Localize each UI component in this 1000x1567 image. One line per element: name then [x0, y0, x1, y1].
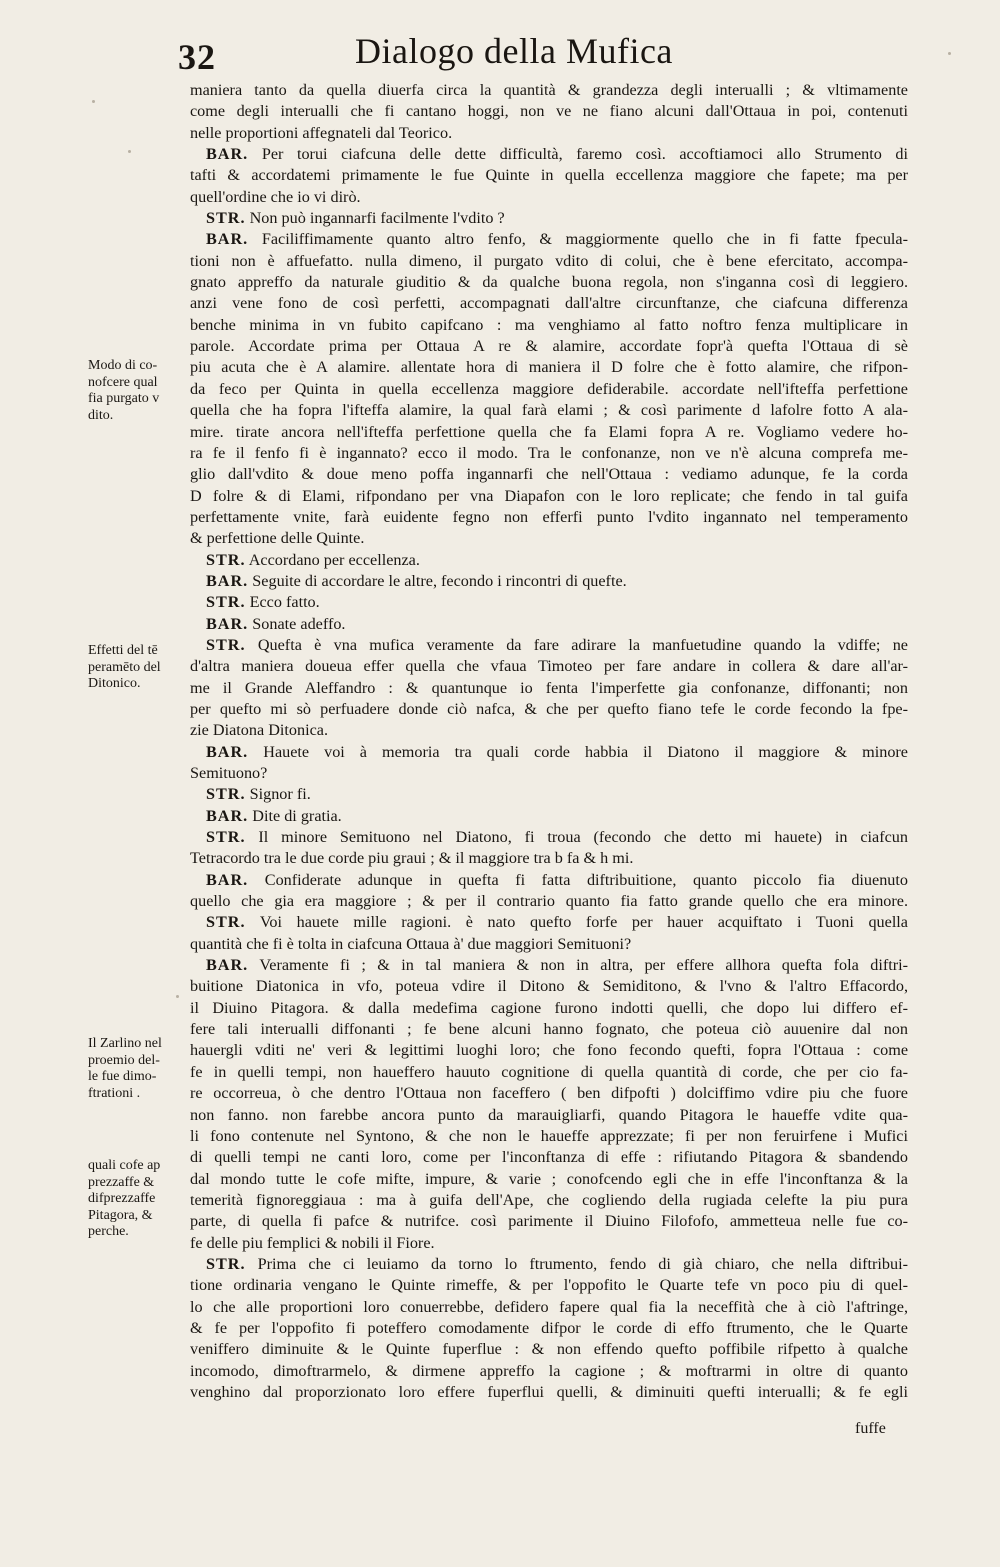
margin-note-line: Il Zarlino nel	[88, 1036, 162, 1051]
text-line: STR. Quefta è vna mufica veramente da fare adirare la manfuetudine quando la vdiffe; ne	[206, 635, 908, 654]
text-line: BAR. Sonate adeffo.	[206, 614, 346, 633]
margin-note-line: difprezzaffe	[88, 1191, 156, 1206]
margin-note-line: Pitagora, &	[88, 1207, 153, 1223]
speaker-label: STR.	[206, 209, 246, 228]
text-line: gnato appreffo da naturale giuditio & da qualche buona regola, non s'inganna così di leggiero.	[190, 273, 908, 292]
text-line: STR. Prima che ci leuiamo da torno lo ftrumento, fendo di già chiaro, che nella diftribui-	[206, 1254, 908, 1273]
margin-note-line: peramēto del	[88, 659, 161, 675]
text-line: STR. Signor fi.	[206, 785, 311, 804]
text-line: quantità che fi è tolta in ciafcuna Ottaua à' due maggiori Semituoni?	[190, 934, 632, 953]
text-line: BAR. Confiderate adunque in quefta fi fatta diftribuitione, quanto piccolo fia diuenuto	[206, 870, 908, 889]
text-line: buitione Diatonica in vfo, poteua vdire il Ditono & Semiditono, & l'vno & l'altro Effacordo,	[190, 977, 908, 996]
margin-note-temperamento	[88, 643, 188, 693]
text-line: lo che alle proportioni loro conuerrebbe, defidero fapere qual fia la neceffità che à ciò l'aftringe,	[190, 1297, 908, 1316]
text-line: & perfettione delle Quinte.	[190, 529, 365, 548]
text-line: STR. Non può ingannarfi facilmente l'vdito ?	[206, 209, 505, 228]
text-line: tione ordinaria vengano le Quinte rimeffe, & per l'oppofito le Quarte tefe vn poco piu di quel-	[190, 1276, 908, 1295]
page-number: 32	[178, 37, 216, 77]
speaker-label: STR.	[206, 1254, 246, 1273]
text-line: dal mondo tutte le cofe mifte, impure, & varie ; conofcendo egli che in effe l'inconftanza & la	[190, 1169, 908, 1188]
text-line: BAR. Per torui ciafcuna delle dette difficultà, faremo così. accoftiamoci allo Strumento di	[206, 145, 908, 164]
speaker-label: BAR.	[206, 956, 249, 975]
text-line: nelle proportioni affegnateli dal Teorico.	[190, 123, 453, 142]
margin-note-line: fia purgato v	[88, 391, 160, 406]
text-line: STR. Ecco fatto.	[206, 593, 320, 612]
text-line: non fanno. non farebbe ancora punto da marauigliarfi, quando Pitagora le haueffe vdite qua-	[190, 1105, 908, 1124]
body-text	[190, 80, 908, 1403]
text-line: fe in quelli tempi, non haueffero hauuto cognitione di quella quantità di corde, che per cio fa-	[190, 1062, 908, 1081]
speaker-label: BAR.	[206, 742, 249, 761]
text-line: D folre & di Elami, rifpondano per vna Diapafon con le loro replicate; che fendo in tal guifa	[190, 486, 908, 505]
margin-note-line: prezzaffe &	[88, 1174, 155, 1190]
text-line: BAR. Seguite di accordare le altre, fecondo i rincontri di quefte.	[206, 571, 627, 590]
text-line: temerità fignoreggiaua : ma à guifa dell'Ape, che cogliendo della rugiada celefte la piu pura	[190, 1190, 908, 1209]
text-line: maniera tanto da quella diuerfa circa la quantità & grandezza degli interualli ; & vltimamente	[190, 81, 908, 99]
text-line: & fe per l'oppofito fi poteffero comodamente difpor le corde di effo ftrumento, che le Quarte	[190, 1318, 908, 1337]
text-line: fere tali interualli diffonanti ; fe bene alcuni hanno fognato, che poteua ciò auuenire dal non	[190, 1020, 908, 1039]
text-line: BAR. Veramente fi ; & in tal maniera & non in altra, per effere allhora quefta fola diftri-	[206, 956, 908, 975]
speaker-label: STR.	[206, 913, 246, 932]
speaker-label: BAR.	[206, 230, 249, 249]
paper-speck	[176, 995, 179, 998]
text-line: tafti & accordatemi primamente le fue Quinte in quella eccellenza maggiore che fapete; ma per	[190, 166, 908, 185]
text-line: perfettamente vnite, farà euidente fegno non efferfi punto l'vdito ingannato nel temperamento	[190, 507, 908, 526]
text-line: Semituono?	[190, 764, 268, 782]
text-line: mire. tirate ancora nell'ifteffa perfettione quella che fa Elami fopra A re. Vogliamo vedere ho-	[190, 422, 908, 441]
text-line: venghino dal proporzionato loro effere fuperflui quelli, & diminuiti quefti interualli; & fe egli	[190, 1382, 908, 1401]
text-line: da feco per Quinta in quella eccellenza maggiore defiderabile. accordate nell'ifteffa perfettione	[190, 379, 908, 398]
speaker-label: STR.	[206, 785, 246, 804]
text-line: zie Diatona Ditonica.	[190, 721, 328, 740]
text-line: anzi vene fono de così perfetti, accompagnati dall'altre circunftanze, che ciafcuna differenza	[190, 294, 908, 313]
text-line: fe delle piu femplici & nobili il Fiore.	[190, 1233, 435, 1252]
text-line: il Diuino Pitagora. & dalla medefima cagione furono indotti quelli, che dopo lui differo ef-	[190, 998, 908, 1017]
text-line: piu acuta che è A alamire. allentate hora di maniera il D folre che è fotto alamire, che rifpon-	[190, 358, 908, 377]
text-line: d'altra maniera doueua effer quella che vfaua Timoteo per fare andare in collera & dare all'ar-	[190, 657, 908, 676]
margin-note-purgato-udito	[88, 358, 188, 424]
text-line: di quelli tempi ne canti loro, come per l'inconftanza di effe : rifiutando Pitagora & sbandendo	[190, 1148, 908, 1167]
paper-speck	[92, 100, 95, 103]
text-line: tioni non è affuefatto. nulla dimeno, il purgato vdito di colui, che è bene efercitato, accompa-	[190, 251, 908, 270]
text-line: parole. Accordate prima per Ottaua A re & alamire, accordate fopr'à quefta l'Ottaua di sè	[190, 337, 908, 356]
speaker-label: BAR.	[206, 614, 249, 633]
speaker-label: BAR.	[206, 870, 249, 889]
speaker-label: STR.	[206, 635, 246, 654]
speaker-label: BAR.	[206, 571, 249, 590]
margin-note-line: ftrationi .	[88, 1085, 141, 1101]
text-line: quella che ha fopra l'ifteffa alamire, la qual farà elami ; & così parimente d lafolre fotto A ala-	[190, 401, 908, 420]
margin-note-line: le fue dimo-	[88, 1069, 157, 1084]
margin-note-zarlino	[88, 1036, 188, 1102]
margin-note-line: quali cofe ap	[88, 1158, 161, 1173]
text-line: per quefto mi sò perfuadere donde ciò nafca, & che per quefto fiano tefe le corde fecondo la fpe-	[190, 699, 908, 718]
margin-note-line: nofcere qual	[88, 374, 158, 390]
text-line: BAR. Faciliffimamente quanto altro fenfo, & maggiormente quello che in fi fatte fpecula-	[206, 230, 908, 249]
text-line: veniffero diminuite & le Quinte fuperflue : & non effendo quefto poffibile rifpetto à qualche	[190, 1340, 908, 1359]
speaker-label: BAR.	[206, 806, 249, 825]
margin-note-pitagora	[88, 1158, 188, 1241]
text-line: ra fe il fenfo fi è ingannato? ecco il modo. Tra le confonanze, non ve n'è alcuna comprefa me-	[190, 443, 908, 462]
running-title: Dialogo della Mufica	[355, 31, 673, 71]
speaker-label: STR.	[206, 550, 246, 569]
margin-note-line: proemio del-	[88, 1052, 160, 1068]
text-line: re occorreua, ò che dentro l'Ottaua non faceffero ( ben difpofti ) dolciffimo vdire piu che fuore	[190, 1084, 908, 1103]
text-line: quell'ordine che io vi dirò.	[190, 187, 361, 206]
text-line: incomodo, dimoftrarmelo, & dirmene appreffo la cagione ; & moftrarmi in oltre di quanto	[190, 1361, 908, 1380]
paper-speck	[948, 52, 951, 55]
text-line: come degli interualli che fi cantano hoggi, non ve ne fiano alcuni dall'Ottaua in poi, contenuti	[190, 102, 908, 121]
catchword: fuffe	[855, 1420, 886, 1437]
text-line: BAR. Dite di gratia.	[206, 806, 342, 825]
speaker-label: BAR.	[206, 145, 249, 164]
text-line: parte, di quella fi pafce & nutrifce. così parimente il Diuino Filofofo, ammetteua nelle fue co-	[190, 1212, 908, 1231]
paper-speck	[128, 150, 131, 153]
margin-note-line: dito.	[88, 407, 114, 423]
text-line: STR. Accordano per eccellenza.	[206, 550, 420, 569]
margin-note-line: Effetti del tē	[88, 643, 158, 658]
text-line: BAR. Hauete voi à memoria tra quali corde habbia il Diatono il maggiore & minore	[206, 742, 908, 761]
margin-note-line: Ditonico.	[88, 676, 141, 691]
text-line: STR. Il minore Semituono nel Diatono, fi troua (fecondo che detto mi hauete) in ciafcun	[206, 828, 908, 847]
speaker-label: STR.	[206, 828, 246, 847]
text-line: li fono contenute nel Syntono, & che non le haueffe apprezzate; fi per non feruirfene i Mufici	[190, 1126, 908, 1145]
text-line: glio dall'vdito & doue meno poffa ingannarfi che nell'Ottaua : vediamo adunque, fe la corda	[190, 465, 908, 484]
text-line: benche minima in vn fubito capifcano : ma venghiamo al fatto noftro fenza multiplicare in	[190, 315, 908, 334]
text-line: Tetracordo tra le due corde piu graui ; & il maggiore tra b fa & h mi.	[190, 849, 634, 868]
text-line: hauergli vditi ne' veri & legittimi luoghi loro; che fono fecondo quefti, fopra l'Ottaua : come	[190, 1041, 908, 1060]
text-line: me il Grande Aleffandro : & quantunque io fenta l'imperfette gia confonanze, diffonanti; non	[190, 678, 908, 697]
margin-note-line: perche.	[88, 1224, 129, 1239]
margin-note-line: Modo di co-	[88, 358, 158, 373]
speaker-label: STR.	[206, 593, 246, 612]
text-line: STR. Voi hauete mille ragioni. è nato quefto forfe per hauer acquiftato i Tuoni quella	[206, 913, 908, 932]
text-line: quello che gia era maggiore ; & per il contrario quanto fia fatto grande quello che era minore.	[190, 892, 908, 911]
